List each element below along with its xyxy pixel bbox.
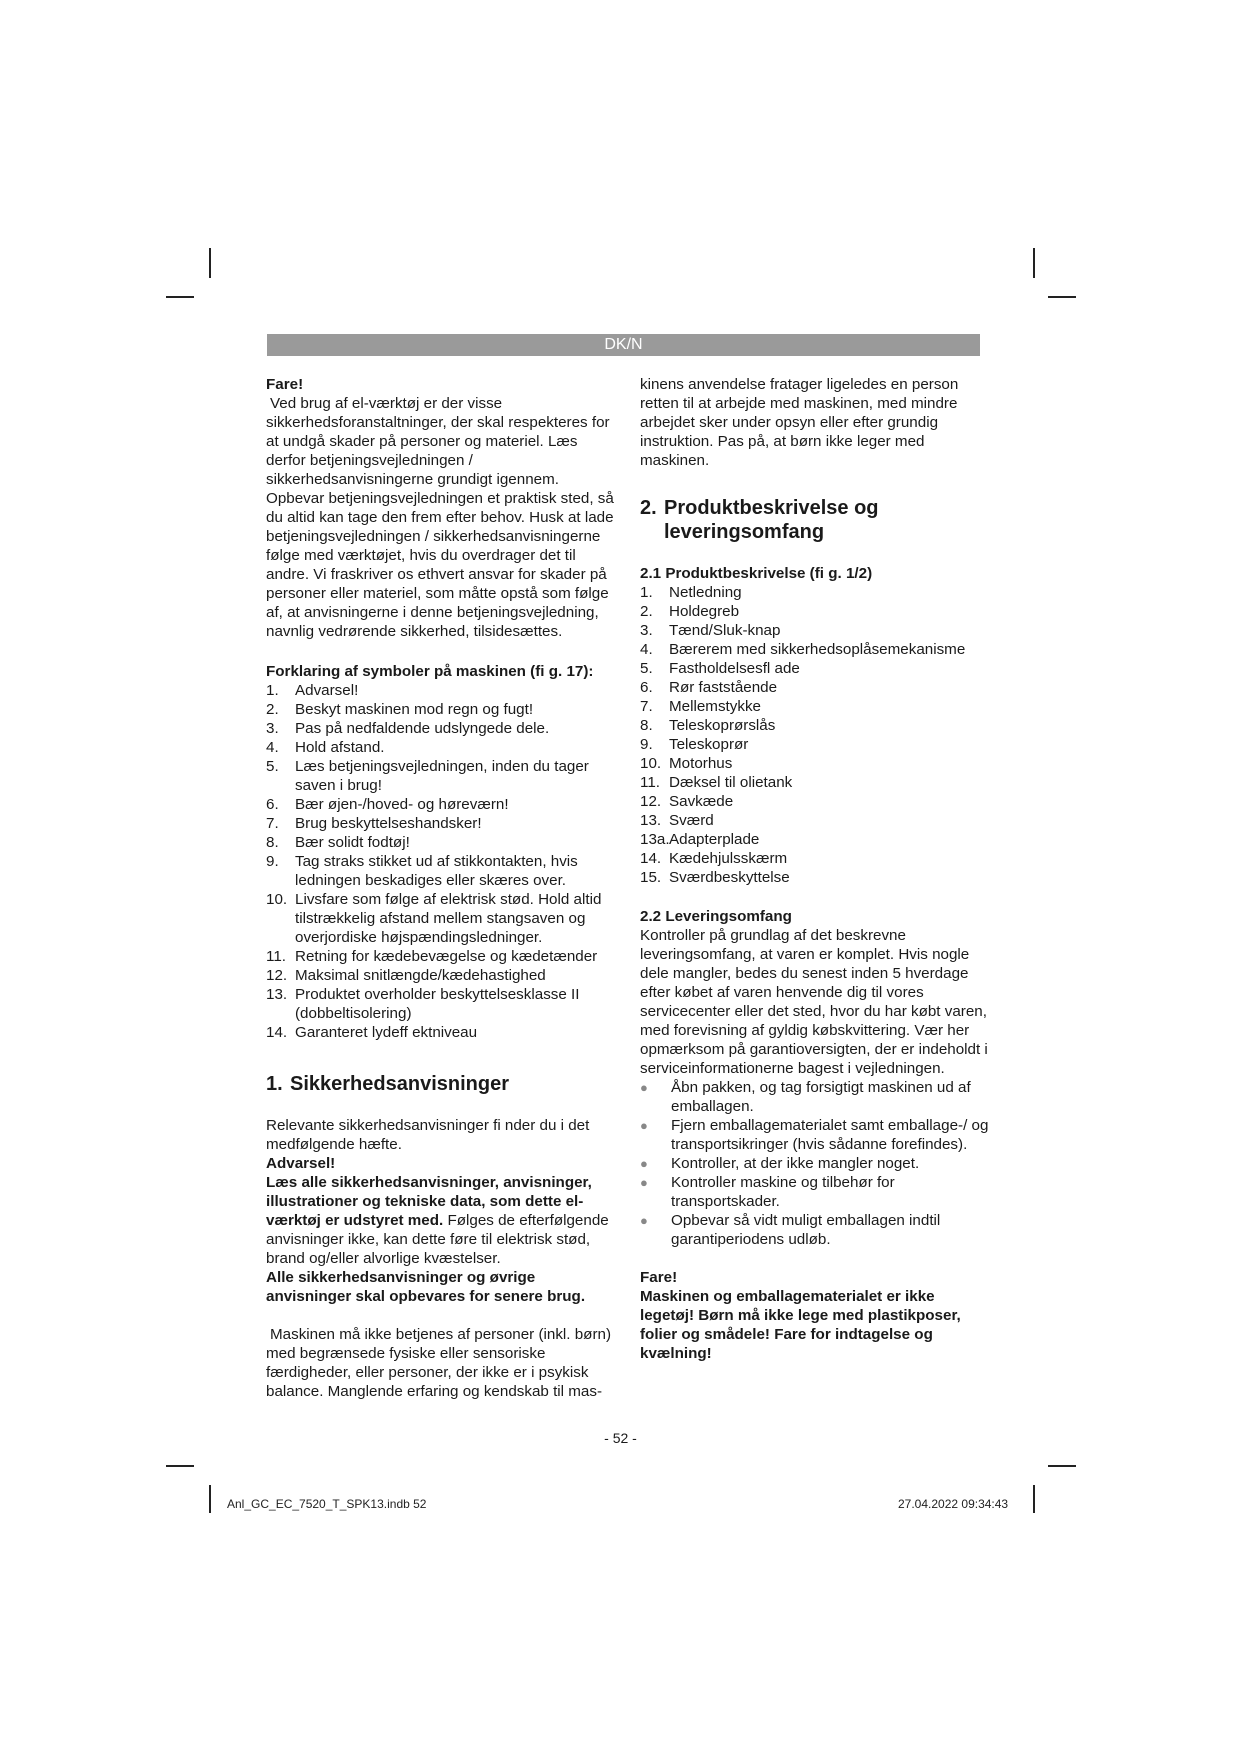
sub21-heading: 2.1 Produktbeskrivelse (fi g. 1/2) xyxy=(640,565,873,582)
symbol-item-number: 14. xyxy=(266,1024,288,1041)
part-item-number: 8. xyxy=(640,717,653,734)
section2-number: 2. xyxy=(640,497,657,519)
part-item-text: Dæksel til olietank xyxy=(669,774,793,791)
part-item-text: Sværd xyxy=(669,812,714,829)
warning-bold: Læs alle sikkerhedsanvisninger, anvisninger, illustrationer og tekniske data, som dette el-værktøj er udstyret med. xyxy=(266,1174,592,1229)
language-header-bar xyxy=(267,334,980,356)
part-item xyxy=(640,792,990,811)
section1-number: 1. xyxy=(266,1073,283,1095)
delivery-bullet-item xyxy=(640,1211,990,1249)
bullet-dot-icon: ● xyxy=(640,1080,648,1095)
part-item-number: 5. xyxy=(640,660,653,677)
part-item xyxy=(640,735,990,754)
part-item xyxy=(640,678,990,697)
part-item xyxy=(640,773,990,792)
continued-paragraph: kinens anvendelse fratager ligeledes en person retten til at arbejde med maskinen, med mindre arbejdet sker under opsyn eller efter grundig instruktion. Pas på, at børn ikke leger med maskinen. xyxy=(640,376,959,469)
crop-mark-top-right-vertical xyxy=(1033,248,1035,278)
symbol-item-number: 13. xyxy=(266,986,288,1003)
part-item-number: 13. xyxy=(640,812,662,829)
part-item xyxy=(640,583,990,602)
part-item xyxy=(640,849,990,868)
part-item-text: Netledning xyxy=(669,584,742,601)
part-item-number: 3. xyxy=(640,622,653,639)
symbol-item-text: Retning for kædebevægelse og kædetænder xyxy=(295,948,598,965)
part-item xyxy=(640,640,990,659)
part-item-number: 14. xyxy=(640,850,662,867)
symbol-item xyxy=(266,700,616,719)
children-paragraph: Maskinen må ikke betjenes af personer (inkl. børn) med begrænsede fysiske eller sensoriske færdigheder, eller personer, der ikke er i psykisk balance. Manglende erfaring og kendskab til mas- xyxy=(266,1326,612,1400)
symbol-item xyxy=(266,966,616,985)
part-item xyxy=(640,830,990,849)
crop-mark-bottom-left-vertical xyxy=(209,1485,211,1513)
danger2-text: Maskinen og emballagematerialet er ikke legetøj! Børn må ikke lege med plastikposer, folier og smådele! Fare for indtagelse og kvælning! xyxy=(640,1288,961,1362)
section2-heading xyxy=(640,496,990,544)
part-item xyxy=(640,811,990,830)
symbol-item-text: Bær øjen-/hoved- og høreværn! xyxy=(295,796,509,813)
symbol-item-text: Hold afstand. xyxy=(295,739,385,756)
crop-mark-top-left-vertical xyxy=(209,248,211,278)
part-item xyxy=(640,697,990,716)
symbol-item xyxy=(266,985,616,1023)
part-item-text: Mellemstykke xyxy=(669,698,761,715)
symbol-item-text: Livsfare som følge af elektrisk stød. Hold altid tilstrækkelig afstand mellem stangsaven og overjordiske højspændingsledninger. xyxy=(295,891,602,946)
symbol-item xyxy=(266,814,616,833)
symbol-item-text: Pas på nedfaldende udslyngede dele. xyxy=(295,720,550,737)
symbol-item-text: Maksimal snitlængde/kædehastighed xyxy=(295,967,546,984)
delivery-bullet-text: Kontroller, at der ikke mangler noget. xyxy=(671,1155,920,1172)
part-item-text: Tænd/Sluk-knap xyxy=(669,622,781,639)
symbol-item xyxy=(266,852,616,890)
part-item-text: Bærerem med sikkerhedsoplåsemekanisme xyxy=(669,641,966,658)
delivery-bullet-item xyxy=(640,1173,990,1211)
symbol-item xyxy=(266,795,616,814)
warning-paragraph xyxy=(266,1173,616,1268)
symbol-item-number: 10. xyxy=(266,891,288,908)
part-item-number: 6. xyxy=(640,679,653,696)
parts-list xyxy=(640,583,990,887)
symbol-item-text: Produktet overholder beskyttelsesklasse II (dobbeltisolering) xyxy=(295,986,580,1022)
language-code: DK/N xyxy=(604,336,643,353)
symbol-item xyxy=(266,833,616,852)
part-item-text: Fastholdelsesfl ade xyxy=(669,660,800,677)
part-item-text: Kædehjulsskærm xyxy=(669,850,788,867)
part-item-text: Adapterplade xyxy=(669,831,760,848)
section2-title-line1: Produktbeskrivelse og xyxy=(664,497,879,519)
part-item xyxy=(640,621,990,640)
symbol-item-text: Bær solidt fodtøj! xyxy=(295,834,410,851)
symbol-item-number: 9. xyxy=(266,853,279,870)
part-item xyxy=(640,602,990,621)
part-item-number: 4. xyxy=(640,641,653,658)
part-item-number: 2. xyxy=(640,603,653,620)
delivery-bullet-text: Åbn pakken, og tag forsigtigt maskinen ud af emballagen. xyxy=(671,1079,971,1115)
warning-heading: Advarsel! xyxy=(266,1155,336,1172)
symbol-item-number: 2. xyxy=(266,701,279,718)
part-item xyxy=(640,754,990,773)
symbol-item-number: 8. xyxy=(266,834,279,851)
danger-text xyxy=(266,394,616,641)
symbol-item-number: 5. xyxy=(266,758,279,775)
symbol-item-text: Tag straks stikket ud af stikkontakten, hvis ledningen beskadiges eller skæres over. xyxy=(295,853,578,889)
print-timestamp: 27.04.2022 09:34:43 xyxy=(898,1497,1009,1511)
part-item-number: 10. xyxy=(640,755,662,772)
part-item-number: 13a. xyxy=(640,831,670,848)
bullet-dot-icon: ● xyxy=(640,1175,648,1190)
delivery-bullet-item xyxy=(640,1116,990,1154)
sub22-heading: 2.2 Leveringsomfang xyxy=(640,908,792,925)
symbol-item xyxy=(266,947,616,966)
right-column xyxy=(640,375,990,1363)
section1-heading xyxy=(266,1072,616,1096)
part-item xyxy=(640,868,990,887)
crop-mark-top-left-horizontal xyxy=(166,296,194,298)
keep-instructions: Alle sikkerhedsanvisninger og øvrige anvisninger skal opbevares for senere brug. xyxy=(266,1269,586,1305)
symbol-item-number: 3. xyxy=(266,720,279,737)
danger-heading: Fare! xyxy=(266,376,304,393)
part-item-text: Teleskoprørslås xyxy=(669,717,776,734)
part-item-text: Motorhus xyxy=(669,755,733,772)
crop-mark-bottom-right-horizontal xyxy=(1048,1465,1076,1467)
symbol-item-text: Brug beskyttelseshandsker! xyxy=(295,815,482,832)
part-item-text: Holdegreb xyxy=(669,603,740,620)
symbol-item-number: 4. xyxy=(266,739,279,756)
symbol-item-text: Beskyt maskinen mod regn og fugt! xyxy=(295,701,534,718)
section1-intro: Relevante sikkerhedsanvisninger fi nder du i det medfølgende hæfte. xyxy=(266,1117,590,1153)
symbols-heading: Forklaring af symboler på maskinen (fi g. 17): xyxy=(266,663,594,680)
left-column xyxy=(266,375,616,1401)
symbol-item-text: Læs betjeningsvejledningen, inden du tager saven i brug! xyxy=(295,758,589,794)
part-item-number: 1. xyxy=(640,584,653,601)
delivery-text: Kontroller på grundlag af det beskrevne leveringsomfang, at varen er komplet. Hvis nogle dele mangler, bedes du senest inden 5 hverdage efter købet af varen henvende dig til vores servicecenter eller det sted, hvor du har købt varen, med forevisning af gyldig købskvittering. Vær her opmærksom på garantioversigten, der er indeholdt i serviceinformationerne bagest i vejledningen. xyxy=(640,927,988,1077)
delivery-bullet-text: Opbevar så vidt muligt emballagen indtil garantiperiodens udløb. xyxy=(671,1212,941,1248)
page-number: - 52 - xyxy=(604,1430,637,1446)
part-item-text: Sværdbeskyttelse xyxy=(669,869,790,886)
symbol-item-text: Advarsel! xyxy=(295,682,359,699)
file-slug: Anl_GC_EC_7520_T_SPK13.indb 52 xyxy=(227,1497,427,1511)
part-item-number: 12. xyxy=(640,793,662,810)
part-item-text: Rør faststående xyxy=(669,679,778,696)
bullet-dot-icon: ● xyxy=(640,1213,648,1228)
symbol-item xyxy=(266,890,616,947)
danger2-heading: Fare! xyxy=(640,1269,678,1286)
part-item xyxy=(640,659,990,678)
symbol-item xyxy=(266,681,616,700)
symbol-item-number: 1. xyxy=(266,682,279,699)
symbol-item xyxy=(266,738,616,757)
part-item xyxy=(640,716,990,735)
part-item-number: 9. xyxy=(640,736,653,753)
symbol-item-text: Garanteret lydeff ektniveau xyxy=(295,1024,478,1041)
bullet-dot-icon: ● xyxy=(640,1156,648,1171)
symbol-item xyxy=(266,719,616,738)
delivery-bullet-text: Kontroller maskine og tilbehør for transportskader. xyxy=(671,1174,895,1210)
symbol-item-number: 6. xyxy=(266,796,279,813)
bullet-dot-icon: ● xyxy=(640,1118,648,1133)
crop-mark-top-right-horizontal xyxy=(1048,296,1076,298)
symbol-item-number: 7. xyxy=(266,815,279,832)
danger-text-content: Ved brug af el-værktøj er der visse sikkerhedsforanstaltninger, der skal respekteres for at undgå skader på personer og materiel. Læs derfor betjeningsvejledningen / sikkerhedsanvisningerne grundigt igennem. Opbevar betjeningsvejledningen et praktisk sted, så du altid kan tage den frem efter behov. Husk at lade betjeningsvejledningen / sikkerhedsanvisningerne følge med værktøjet, hvis du overdrager det til andre. Vi fraskriver os ethvert ansvar for skader på personer eller materiel, som måtte opstå som følge af, at anvisningerne i denne betjeningsvejledning, navnlig vedrørende sikkerhed, tilsidesættes. xyxy=(266,395,614,640)
delivery-bullets xyxy=(640,1078,990,1249)
warning-text: Følges de efterfølgende anvisninger ikke, kan dette føre til elektrisk stød, brand og/eller alvorlige kvæstelser. xyxy=(266,1212,609,1267)
symbols-list xyxy=(266,681,616,1042)
section2-title-line2: leveringsomfang xyxy=(664,521,825,543)
symbol-item-number: 12. xyxy=(266,967,288,984)
crop-mark-bottom-left-horizontal xyxy=(166,1465,194,1467)
part-item-text: Savkæde xyxy=(669,793,734,810)
crop-mark-bottom-right-vertical xyxy=(1033,1485,1035,1513)
part-item-number: 7. xyxy=(640,698,653,715)
delivery-bullet-item xyxy=(640,1078,990,1116)
part-item-text: Teleskoprør xyxy=(669,736,749,753)
part-item-number: 15. xyxy=(640,869,662,886)
symbol-item-number: 11. xyxy=(266,948,286,965)
symbol-item xyxy=(266,757,616,795)
delivery-bullet-text: Fjern emballagematerialet samt emballage-/ og transportsikringer (hvis sådanne forefindes). xyxy=(671,1117,989,1153)
part-item-number: 11. xyxy=(640,774,660,791)
symbol-item xyxy=(266,1023,616,1042)
section1-title: Sikkerhedsanvisninger xyxy=(290,1073,509,1095)
delivery-bullet-item xyxy=(640,1154,990,1173)
